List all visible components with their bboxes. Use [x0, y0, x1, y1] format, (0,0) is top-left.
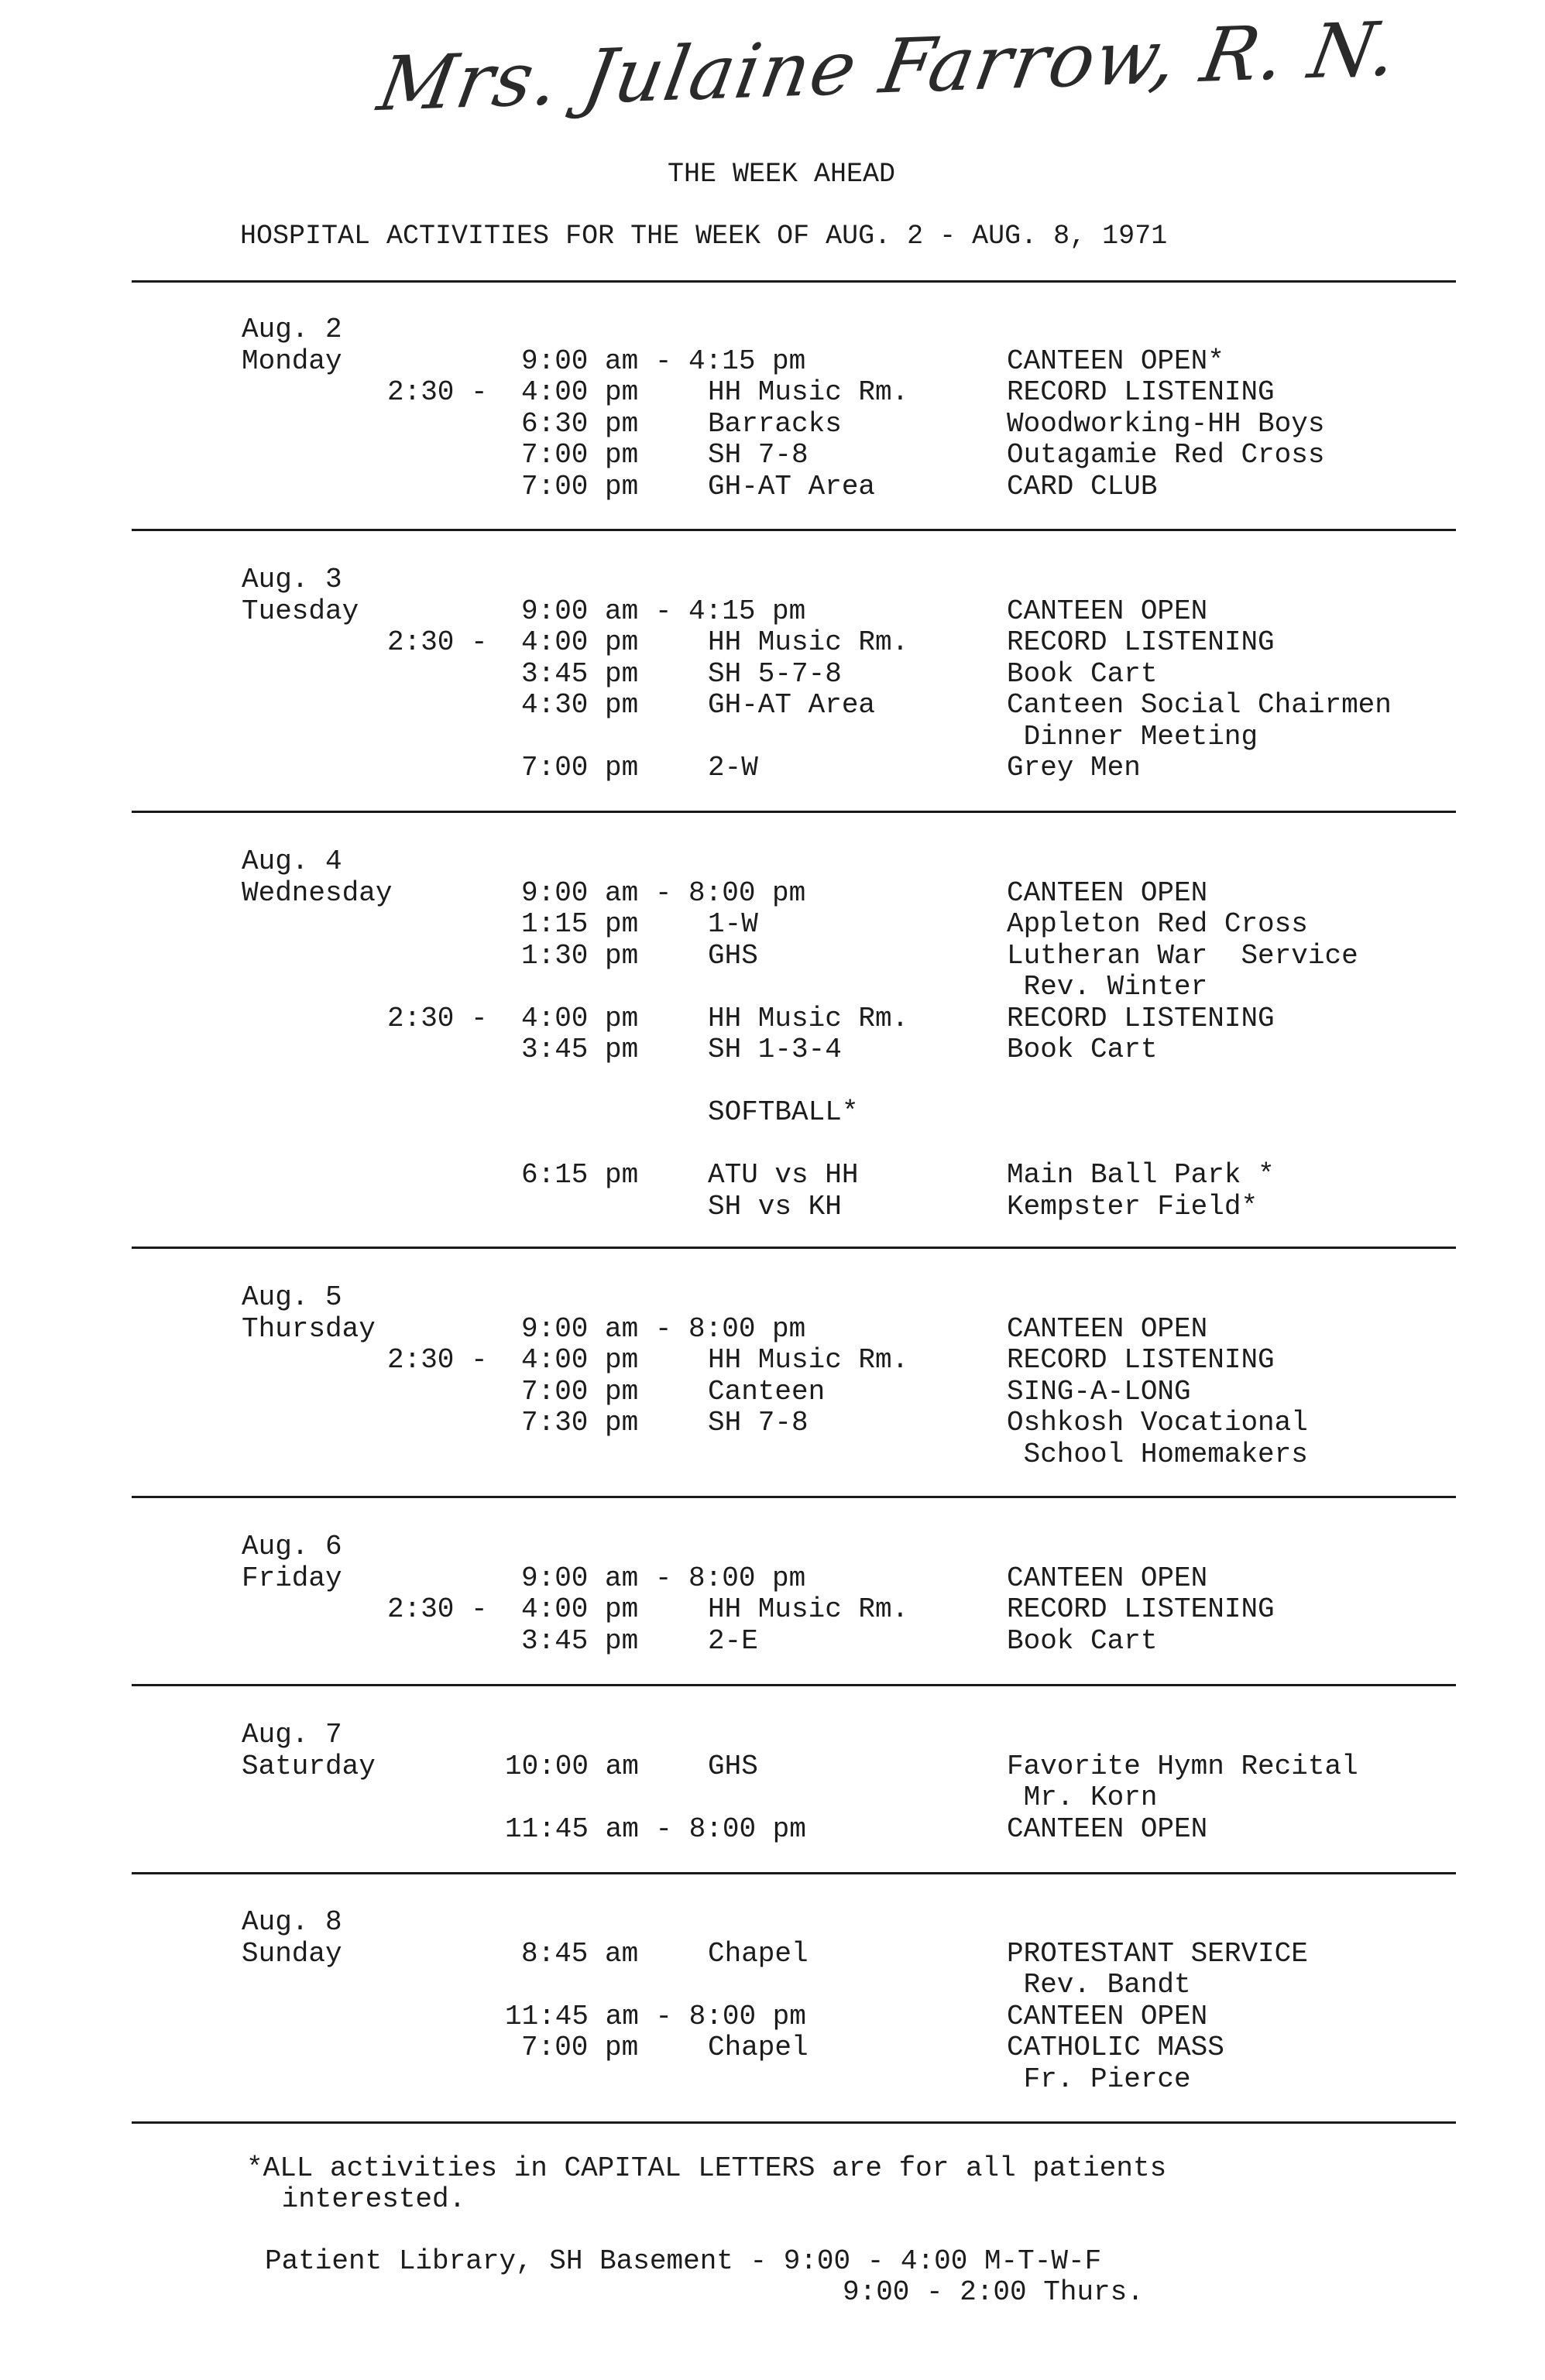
location-cell: SH 7-8 — [708, 439, 809, 471]
time-start: 2:30 - — [387, 1002, 488, 1034]
location-cell: SH 1-3-4 — [708, 1034, 842, 1065]
activity-cell: Lutheran War Service — [1007, 939, 1358, 972]
activity-cell: RECORD LISTENING — [1007, 1002, 1275, 1034]
time-cell: 11:45 am - 8:00 pm — [505, 1812, 806, 1845]
day-date: Aug. 3 — [242, 564, 342, 595]
day-weekday: Friday — [242, 1562, 342, 1594]
time-cell: 3:45 pm — [521, 1034, 639, 1065]
location-cell: GH-AT Area — [708, 689, 876, 721]
divider — [132, 1872, 1456, 1874]
day-weekday: Saturday — [242, 1750, 376, 1782]
time-cell: 7:00 pm — [521, 470, 639, 502]
divider — [132, 1496, 1456, 1498]
time-cell: 8:45 am — [521, 1937, 639, 1970]
divider — [132, 2121, 1456, 2124]
time-cell: 6:15 pm — [521, 1159, 639, 1191]
activity-cell: CANTEEN OPEN — [1007, 1312, 1208, 1345]
divider — [132, 1684, 1456, 1686]
activity-cell: Oshkosh Vocational — [1007, 1407, 1308, 1439]
activity-cell: Kempster Field* — [1007, 1190, 1258, 1223]
location-cell: SH 5-7-8 — [708, 657, 842, 690]
time-cell: 10:00 am — [505, 1750, 639, 1782]
activity-cell: RECORD LISTENING — [1007, 376, 1275, 408]
time-cell: 4:00 pm — [521, 1593, 639, 1625]
footnote-line-2: interested. — [265, 2183, 466, 2215]
day-weekday: Thursday — [242, 1312, 376, 1345]
location-cell: HH Music Rm. — [708, 626, 909, 658]
activity-cell: SING-A-LONG — [1007, 1375, 1191, 1408]
divider — [132, 529, 1456, 531]
library-hours-line-1: Patient Library, SH Basement - 9:00 - 4:00 M-T-W-F — [265, 2245, 1102, 2277]
day-date: Aug. 2 — [242, 314, 342, 345]
time-cell: 4:00 pm — [521, 1002, 639, 1034]
time-cell: 9:00 am - 8:00 pm — [521, 1562, 806, 1594]
location-cell: HH Music Rm. — [708, 1002, 909, 1034]
time-start: 2:30 - — [387, 626, 488, 658]
location-cell: Chapel — [708, 2032, 809, 2063]
time-cell: 11:45 am - 8:00 pm — [505, 2000, 806, 2032]
time-cell: 1:15 pm — [521, 908, 639, 940]
footnote-line-1: *ALL activities in CAPITAL LETTERS are for all patients — [246, 2152, 1167, 2184]
signature: Mrs. Julaine Farrow, R. N. — [372, 5, 1406, 129]
day-weekday: Tuesday — [242, 595, 359, 627]
time-cell: 7:30 pm — [521, 1407, 639, 1439]
activity-cell: PROTESTANT SERVICE — [1007, 1937, 1308, 1970]
time-cell: 1:30 pm — [521, 939, 639, 972]
activity-cell: Mr. Korn — [1007, 1782, 1158, 1813]
location-cell: GHS — [708, 939, 758, 972]
location-cell: 1-W — [708, 908, 758, 940]
time-cell: 9:00 am - 4:15 pm — [521, 345, 806, 377]
activity-cell: Canteen Social Chairmen — [1007, 689, 1392, 721]
time-cell: 6:30 pm — [521, 407, 639, 440]
activity-cell: RECORD LISTENING — [1007, 1593, 1275, 1625]
activity-cell: CANTEEN OPEN* — [1007, 345, 1224, 377]
time-cell: 4:00 pm — [521, 626, 639, 658]
divider — [132, 1247, 1456, 1249]
library-hours-line-2: 9:00 - 2:00 Thurs. — [843, 2276, 1144, 2308]
location-cell: GH-AT Area — [708, 470, 876, 502]
day-date: Aug. 8 — [242, 1906, 342, 1938]
location-cell: GHS — [708, 1750, 758, 1782]
time-cell: 3:45 pm — [521, 657, 639, 690]
activity-cell: Outagamie Red Cross — [1007, 439, 1325, 471]
activity-cell: Woodworking-HH Boys — [1007, 407, 1325, 440]
activity-cell: Dinner Meeting — [1007, 720, 1258, 753]
time-cell: 7:00 pm — [521, 439, 639, 471]
activity-cell: Grey Men — [1007, 752, 1141, 784]
activity-cell: Appleton Red Cross — [1007, 908, 1308, 940]
activity-cell: Book Cart — [1007, 1624, 1158, 1657]
day-date: Aug. 5 — [242, 1281, 342, 1313]
location-cell: SH vs KH — [708, 1190, 842, 1223]
activity-cell: CANTEEN OPEN — [1007, 595, 1208, 627]
activity-cell: CARD CLUB — [1007, 470, 1158, 502]
activity-cell: Fr. Pierce — [1007, 2063, 1191, 2095]
day-date: Aug. 7 — [242, 1719, 342, 1751]
location-cell: Barracks — [708, 407, 842, 440]
activity-cell: Rev. Winter — [1007, 971, 1208, 1003]
activity-cell: Rev. Bandt — [1007, 1969, 1191, 2001]
activity-cell: School Homemakers — [1007, 1438, 1308, 1470]
activity-cell: RECORD LISTENING — [1007, 626, 1275, 658]
location-cell: Chapel — [708, 1937, 809, 1970]
time-cell: 9:00 am - 8:00 pm — [521, 1312, 806, 1345]
time-cell: 9:00 am - 4:15 pm — [521, 595, 806, 627]
day-weekday: Monday — [242, 345, 342, 377]
day-weekday: Sunday — [242, 1937, 342, 1970]
activity-cell: Main Ball Park * — [1007, 1159, 1275, 1191]
location-cell: SH 7-8 — [708, 1407, 809, 1439]
divider — [132, 280, 1456, 283]
activity-cell: Book Cart — [1007, 1034, 1158, 1065]
location-cell: HH Music Rm. — [708, 1593, 909, 1625]
activity-cell: Favorite Hymn Recital — [1007, 1750, 1358, 1782]
location-cell: HH Music Rm. — [708, 376, 909, 408]
activity-cell: CANTEEN OPEN — [1007, 1562, 1208, 1594]
activity-cell: CATHOLIC MASS — [1007, 2032, 1224, 2063]
activity-cell: Book Cart — [1007, 657, 1158, 690]
location-cell: Canteen — [708, 1375, 826, 1408]
time-start: 2:30 - — [387, 1344, 488, 1376]
time-start: 2:30 - — [387, 1593, 488, 1625]
location-cell: SOFTBALL* — [708, 1096, 859, 1128]
day-date: Aug. 6 — [242, 1531, 342, 1562]
time-cell: 7:00 pm — [521, 752, 639, 784]
activity-cell: RECORD LISTENING — [1007, 1344, 1275, 1376]
time-cell: 7:00 pm — [521, 2032, 639, 2063]
time-cell: 4:30 pm — [521, 689, 639, 721]
location-cell: 2-E — [708, 1624, 758, 1657]
location-cell: 2-W — [708, 752, 758, 784]
location-cell: ATU vs HH — [708, 1159, 859, 1191]
time-cell: 9:00 am - 8:00 pm — [521, 876, 806, 909]
divider — [132, 811, 1456, 813]
day-date: Aug. 4 — [242, 845, 342, 877]
time-start: 2:30 - — [387, 376, 488, 408]
time-cell: 7:00 pm — [521, 1375, 639, 1408]
page-subtitle: HOSPITAL ACTIVITIES FOR THE WEEK OF AUG. 2 - AUG. 8, 1971 — [240, 221, 1168, 252]
time-cell: 3:45 pm — [521, 1624, 639, 1657]
day-weekday: Wednesday — [242, 876, 393, 909]
activity-cell: CANTEEN OPEN — [1007, 2000, 1208, 2032]
page-title: THE WEEK AHEAD — [668, 159, 896, 190]
location-cell: HH Music Rm. — [708, 1344, 909, 1376]
activity-cell: CANTEEN OPEN — [1007, 876, 1208, 909]
time-cell: 4:00 pm — [521, 376, 639, 408]
activity-cell: CANTEEN OPEN — [1007, 1812, 1208, 1845]
time-cell: 4:00 pm — [521, 1344, 639, 1376]
